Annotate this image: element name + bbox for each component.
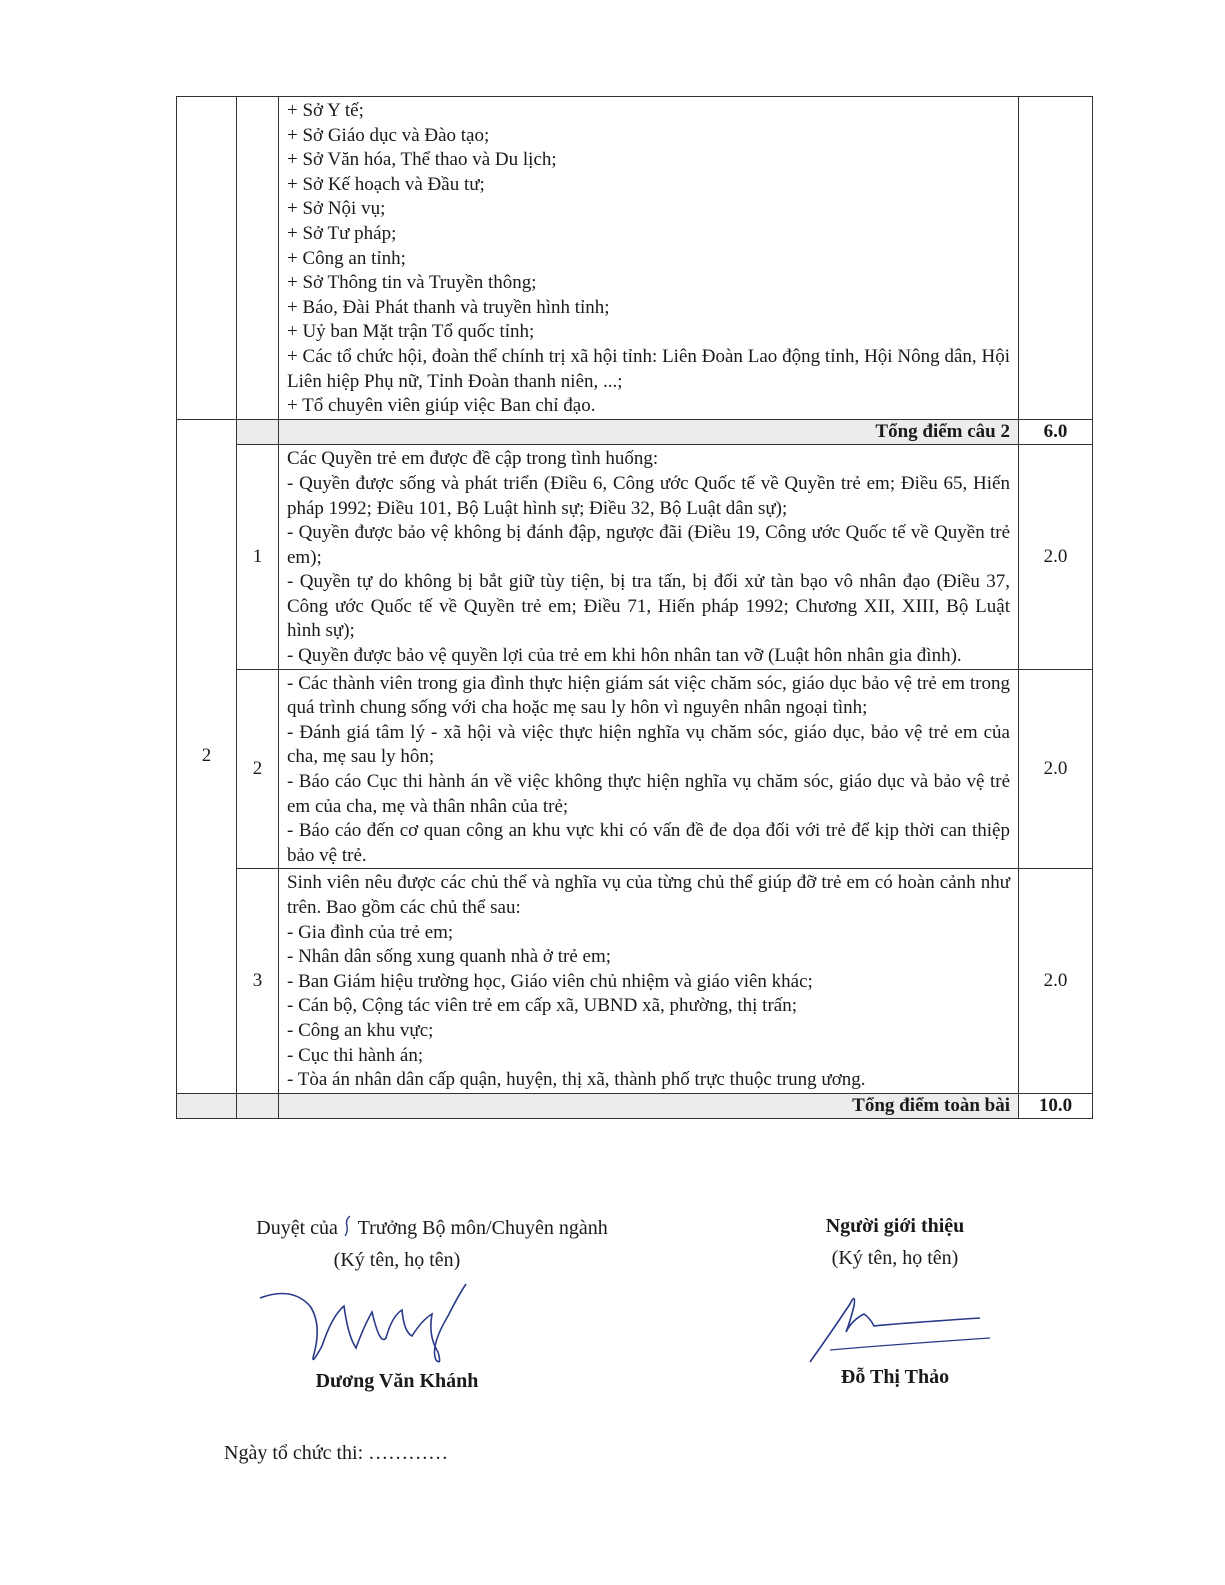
list-item: - Đánh giá tâm lý - xã hội và việc thực hiện nghĩa vụ chăm sóc, giáo dục, bảo vệ trẻ em của cha, mẹ sau ly hôn; xyxy=(287,721,1010,768)
approver-title: Duyệt của Trưởng Bộ môn/Chuyên ngành xyxy=(222,1212,642,1244)
score-cell-empty xyxy=(1019,97,1093,420)
approver-sign-instruction: (Ký tên, họ tên) xyxy=(333,1249,461,1271)
proposer-name: Đỗ Thị Thảo xyxy=(840,1366,950,1388)
list-item: - Cục thi hành án; xyxy=(287,1044,424,1066)
list-item: + Sở Thông tin và Truyền thông; xyxy=(287,272,537,294)
total-question-label: Tổng điểm câu 2 xyxy=(279,419,1019,445)
list-item: - Các thành viên trong gia đình thực hiện giám sát việc chăm sóc, giáo dục bảo vệ trẻ em trong quá trình chung sống với cha hoặc mẹ sau ly hôn vì nguyên nhân ngoại tình; xyxy=(287,672,1010,719)
list-item: - Quyền được bảo vệ không bị đánh đập, ngược đãi (Điều 19, Công ước Quốc tế về Quyền trẻ em); xyxy=(287,522,1010,568)
list-item: + Uỷ ban Mặt trận Tổ quốc tỉnh; xyxy=(287,321,535,343)
part-score: 2.0 xyxy=(1019,445,1093,669)
total-all-label: Tổng điểm toàn bài xyxy=(279,1093,1019,1119)
list-item: + Các tổ chức hội, đoàn thể chính trị xã hội tỉnh: Liên Đoàn Lao động tỉnh, Hội Nông dân, Hội Liên hiệp Phụ nữ, Tỉnh Đoàn thanh niên, ...; xyxy=(287,345,1010,392)
total-spacer xyxy=(177,1093,237,1119)
total-question-score: 6.0 xyxy=(1019,419,1093,445)
proposer-title: Người giới thiệu xyxy=(825,1215,965,1237)
list-item: - Nhân dân sống xung quanh nhà ở trẻ em; xyxy=(287,946,612,968)
list-item: + Sở Văn hóa, Thể thao và Du lịch; xyxy=(287,149,557,171)
proposer-signature-block xyxy=(780,1210,1010,1389)
approver-name: Dương Văn Khánh xyxy=(315,1370,479,1392)
list-item: + Công an tỉnh; xyxy=(287,247,406,269)
part-cell-empty xyxy=(237,97,279,420)
list-item: + Báo, Đài Phát thanh và truyền hình tỉnh; xyxy=(287,296,610,318)
list-item: Sinh viên nêu được các chủ thể và nghĩa vụ của từng chủ thể giúp đỡ trẻ em có hoàn cảnh như trên. Bao gồm các chủ thể sau: xyxy=(287,872,1010,918)
part-number: 2 xyxy=(237,669,279,869)
list-item: + Sở Tư pháp; xyxy=(287,222,397,244)
approver-signature xyxy=(252,1276,492,1376)
list-item: Các Quyền trẻ em được đề cập trong tình huống: xyxy=(287,448,659,470)
list-item: + Sở Kế hoạch và Đầu tư; xyxy=(287,173,485,195)
part-content xyxy=(279,669,1019,869)
part-score: 2.0 xyxy=(1019,869,1093,1093)
list-item: - Tòa án nhân dân cấp quận, huyện, thị xã, thành phố trực thuộc trung ương. xyxy=(287,1069,866,1091)
total-question-row xyxy=(177,419,1093,445)
question-number: 2 xyxy=(177,419,237,1093)
list-item: - Ban Giám hiệu trường học, Giáo viên chủ nhiệm và giáo viên khác; xyxy=(287,970,813,992)
question-cell-empty xyxy=(177,97,237,420)
list-item: - Báo cáo Cục thi hành án về việc không thực hiện nghĩa vụ chăm sóc, giáo dục và bảo vệ trẻ em của cha, mẹ và thân nhân của trẻ; xyxy=(287,771,1010,817)
list-item: - Báo cáo đến cơ quan công an khu vực khi có vấn đề đe dọa đối với trẻ để kịp thời can thiệp bảo vệ trẻ. xyxy=(287,820,1010,866)
total-all-row xyxy=(177,1093,1093,1119)
part-number: 3 xyxy=(237,869,279,1093)
part-content xyxy=(279,445,1019,669)
table-row xyxy=(177,869,1093,1093)
continuation-row xyxy=(177,97,1093,420)
list-item: + Tổ chuyên viên giúp việc Ban chỉ đạo. xyxy=(287,395,596,417)
table-row xyxy=(177,445,1093,669)
list-item: - Quyền được bảo vệ quyền lợi của trẻ em khi hôn nhân tan vỡ (Luật hôn nhân gia đình). xyxy=(287,645,962,667)
answer-table xyxy=(176,96,1093,1119)
part-score: 2.0 xyxy=(1019,669,1093,869)
proposer-sign-instruction: (Ký tên, họ tên) xyxy=(831,1247,959,1269)
total-all-score: 10.0 xyxy=(1019,1093,1093,1119)
part-number: 1 xyxy=(237,445,279,669)
proposer-signature xyxy=(790,1274,1000,1374)
list-item: - Công an khu vực; xyxy=(287,1019,434,1041)
list-item: - Cán bộ, Cộng tác viên trẻ em cấp xã, UBND xã, phường, thị trấn; xyxy=(287,995,798,1017)
pen-mark-icon xyxy=(343,1214,353,1238)
list-item: - Gia đình của trẻ em; xyxy=(287,921,454,943)
part-content xyxy=(279,869,1019,1093)
list-item: + Sở Y tế; xyxy=(287,100,364,121)
list-item: - Quyền tự do không bị bắt giữ tùy tiện, bị tra tấn, bị đối xử tàn bạo vô nhân đạo (Điều 37, Công ước Quốc tế về Quyền trẻ em; Điều 71, Hiến pháp 1992; Chương XII, XIII, Bộ Luật hình sự); xyxy=(287,571,1010,642)
list-item: - Quyền được sống và phát triển (Điều 6, Công ước Quốc tế về Quyền trẻ em; Điều 65, Hiến pháp 1992; Điều 101, Bộ Luật hình sự; Điều 32, Bộ Luật dân sự); xyxy=(287,472,1010,519)
continuation-content xyxy=(279,97,1019,420)
list-item: + Sở Nội vụ; xyxy=(287,198,386,220)
approver-signature-block xyxy=(222,1212,642,1393)
exam-date: Ngày tổ chức thi: ………… xyxy=(224,1442,449,1464)
total-spacer xyxy=(237,419,279,445)
table-row xyxy=(177,669,1093,869)
total-spacer xyxy=(237,1093,279,1119)
list-item: + Sở Giáo dục và Đào tạo; xyxy=(287,124,490,146)
